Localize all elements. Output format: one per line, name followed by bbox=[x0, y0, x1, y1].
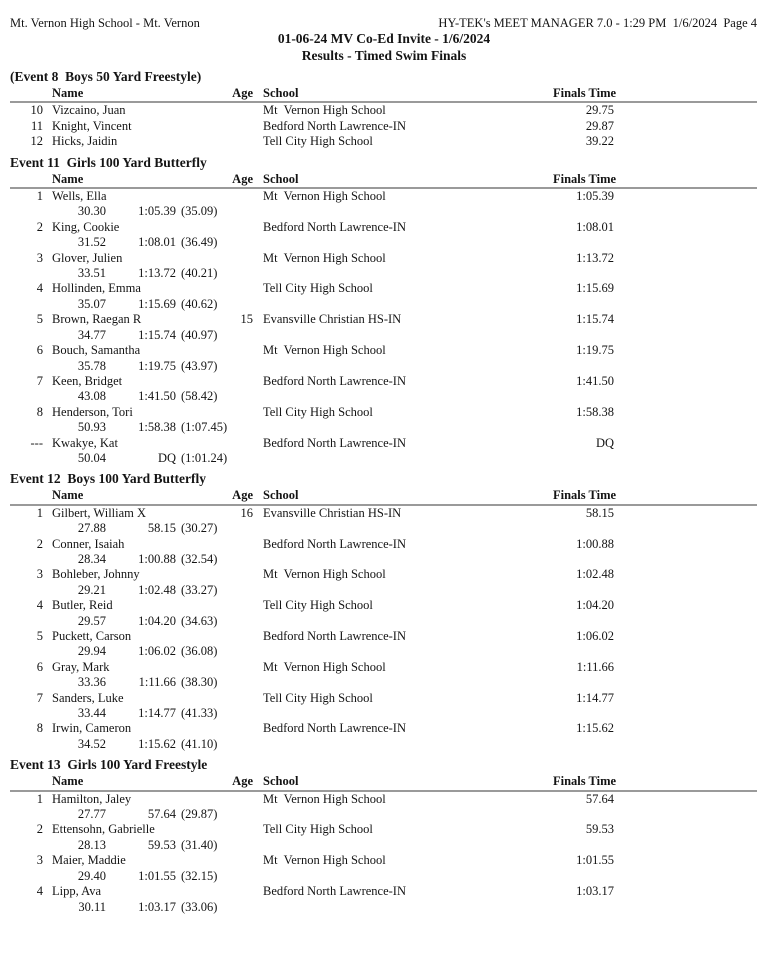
result-row bbox=[10, 853, 614, 868]
split-first: 27.77 bbox=[77, 807, 106, 822]
split-first: 27.88 bbox=[77, 521, 106, 536]
event-section bbox=[10, 155, 758, 467]
splits-row bbox=[10, 900, 758, 915]
splits-row bbox=[10, 644, 758, 659]
finals-time-cell: 1:41.50 bbox=[576, 373, 614, 388]
result-entry bbox=[10, 281, 758, 312]
column-header-finals: Finals Time bbox=[553, 171, 617, 186]
swimmer-name-cell: Vizcaino, Juan bbox=[52, 103, 126, 118]
swimmer-name-cell: Hollinden, Emma bbox=[52, 281, 141, 296]
school-cell: Bedford North Lawrence-IN bbox=[263, 373, 406, 388]
column-header-finals: Finals Time bbox=[553, 488, 617, 503]
place-cell: 1 bbox=[36, 189, 43, 204]
column-header-finals: Finals Time bbox=[553, 86, 617, 100]
column-header-name: Name bbox=[52, 488, 84, 503]
column-header-age: Age bbox=[232, 86, 253, 100]
school-cell: Mt Vernon High School bbox=[263, 103, 386, 118]
column-header-finals: Finals Time bbox=[553, 774, 617, 789]
place-cell: 3 bbox=[36, 567, 43, 582]
result-entry bbox=[10, 134, 758, 149]
header-left-text: Mt. Vernon High School - Mt. Vernon bbox=[10, 16, 200, 30]
school-cell: Bedford North Lawrence-IN bbox=[263, 629, 406, 643]
school-cell: Bedford North Lawrence-IN bbox=[263, 884, 406, 899]
finals-time-cell: 1:58.38 bbox=[576, 404, 614, 419]
result-row bbox=[10, 103, 614, 118]
place-cell: 8 bbox=[36, 721, 43, 736]
column-header-place bbox=[10, 172, 43, 187]
split-paren: (43.97) bbox=[181, 358, 218, 373]
split-cumulative: 1:15.74 bbox=[138, 327, 176, 342]
result-row bbox=[10, 567, 614, 582]
finals-time-cell: 1:15.62 bbox=[576, 721, 614, 736]
place-cell: 1 bbox=[36, 791, 43, 806]
place-cell: 2 bbox=[36, 822, 43, 837]
place-cell: 7 bbox=[36, 373, 43, 388]
school-cell: Evansville Christian HS-IN bbox=[263, 505, 402, 520]
result-row bbox=[10, 629, 614, 644]
column-header-rule bbox=[10, 774, 757, 791]
place-cell: 4 bbox=[36, 281, 43, 296]
result-entry bbox=[10, 103, 758, 118]
event-rows bbox=[10, 792, 758, 915]
school-cell: Bedford North Lawrence-IN bbox=[263, 536, 406, 551]
result-row bbox=[10, 281, 614, 296]
swimmer-name-cell: Glover, Julien bbox=[52, 250, 123, 265]
age-cell bbox=[202, 119, 253, 134]
splits-row bbox=[10, 204, 758, 219]
split-paren: (32.54) bbox=[181, 551, 218, 566]
swimmer-name-cell: Sanders, Luke bbox=[52, 690, 124, 705]
split-paren: (1:01.24) bbox=[181, 450, 228, 465]
result-entry bbox=[10, 567, 758, 598]
split-cumulative: 1:41.50 bbox=[138, 389, 176, 404]
column-header-age: Age bbox=[232, 171, 253, 186]
school-cell: Tell City High School bbox=[263, 281, 373, 296]
finals-time-cell: 1:19.75 bbox=[576, 343, 614, 358]
result-entry bbox=[10, 884, 758, 915]
school-cell: Tell City High School bbox=[263, 134, 373, 149]
split-first: 28.13 bbox=[77, 837, 106, 852]
result-row bbox=[10, 721, 614, 736]
split-paren: (30.27) bbox=[181, 521, 218, 536]
school-cell: Bedford North Lawrence-IN bbox=[263, 721, 406, 736]
school-cell: Mt Vernon High School bbox=[263, 791, 386, 806]
column-header-name: Name bbox=[52, 774, 84, 789]
result-row bbox=[10, 312, 614, 327]
split-cumulative: 1:15.69 bbox=[138, 296, 176, 311]
age-cell: 16 bbox=[240, 505, 253, 520]
swimmer-name-cell: Wells, Ella bbox=[52, 189, 107, 204]
result-entry bbox=[10, 312, 758, 343]
place-cell: 5 bbox=[36, 312, 43, 327]
splits-row bbox=[10, 675, 758, 690]
splits-row bbox=[10, 451, 758, 466]
swimmer-name-cell: Ettensohn, Gabrielle bbox=[52, 822, 155, 837]
finals-time-cell: DQ bbox=[595, 435, 614, 450]
split-cumulative: 1:13.72 bbox=[138, 266, 176, 281]
finals-time-cell: 59.53 bbox=[585, 822, 614, 837]
result-entry bbox=[10, 119, 758, 134]
result-entry bbox=[10, 853, 758, 884]
swimmer-name-cell: Bohleber, Johnny bbox=[52, 567, 140, 582]
age-cell bbox=[202, 537, 253, 552]
split-cumulative: 1:00.88 bbox=[138, 551, 176, 566]
result-row bbox=[10, 189, 614, 204]
splits-row bbox=[10, 552, 758, 567]
split-cumulative: 1:02.48 bbox=[138, 582, 176, 597]
age-cell bbox=[202, 251, 253, 266]
age-cell bbox=[202, 405, 253, 420]
result-entry bbox=[10, 660, 758, 691]
finals-time-cell: 1:11.66 bbox=[576, 659, 614, 674]
column-header-row bbox=[10, 488, 617, 503]
place-cell: 4 bbox=[36, 884, 43, 899]
column-header-rule bbox=[10, 488, 757, 505]
result-row bbox=[10, 119, 614, 134]
split-first: 34.52 bbox=[77, 736, 106, 751]
splits-row bbox=[10, 614, 758, 629]
swimmer-name-cell: Henderson, Tori bbox=[52, 404, 133, 419]
result-entry bbox=[10, 343, 758, 374]
finals-time-cell: 1:14.77 bbox=[576, 690, 614, 705]
result-entry bbox=[10, 629, 758, 660]
finals-time-cell: 1:00.88 bbox=[576, 536, 614, 551]
splits-row bbox=[10, 521, 758, 536]
swimmer-name-cell: Hicks, Jaidin bbox=[52, 134, 118, 149]
split-first: 35.78 bbox=[77, 358, 106, 373]
school-cell: Tell City High School bbox=[263, 598, 373, 613]
age-cell bbox=[202, 822, 253, 837]
age-cell bbox=[202, 374, 253, 389]
result-entry bbox=[10, 822, 758, 853]
meet-title: 01-06-24 MV Co-Ed Invite - 1/6/2024 bbox=[277, 31, 491, 46]
column-header-age: Age bbox=[232, 488, 253, 503]
split-cumulative: 1:14.77 bbox=[138, 706, 176, 721]
age-cell bbox=[202, 721, 253, 736]
splits-row bbox=[10, 583, 758, 598]
splits-row bbox=[10, 297, 758, 312]
result-row bbox=[10, 598, 614, 613]
split-cumulative: 1:11.66 bbox=[138, 675, 176, 690]
finals-time-cell: 39.22 bbox=[585, 134, 614, 149]
finals-time-cell: 1:08.01 bbox=[576, 219, 614, 234]
age-cell bbox=[202, 660, 253, 675]
page-header bbox=[10, 16, 758, 31]
split-paren: (58.42) bbox=[181, 389, 218, 404]
split-first: 33.51 bbox=[77, 266, 106, 281]
result-row bbox=[10, 537, 614, 552]
split-paren: (34.63) bbox=[181, 613, 218, 628]
split-first: 30.11 bbox=[78, 899, 106, 914]
split-first: 29.40 bbox=[77, 868, 106, 883]
age-cell bbox=[202, 792, 253, 807]
finals-time-cell: 1:03.17 bbox=[576, 884, 614, 899]
split-cumulative: 57.64 bbox=[147, 807, 176, 822]
age-cell bbox=[202, 436, 253, 451]
finals-time-cell: 29.87 bbox=[585, 118, 614, 133]
column-header-rule bbox=[10, 86, 757, 103]
split-paren: (29.87) bbox=[181, 807, 218, 822]
event-heading: Event 12 Boys 100 Yard Butterfly bbox=[10, 471, 206, 487]
column-header-place bbox=[10, 86, 43, 101]
age-cell bbox=[202, 103, 253, 118]
splits-row bbox=[10, 869, 758, 884]
result-row bbox=[10, 506, 614, 521]
age-cell bbox=[202, 884, 253, 899]
split-first: 29.21 bbox=[77, 582, 106, 597]
column-header-place bbox=[10, 774, 43, 789]
finals-time-cell: 58.15 bbox=[585, 505, 614, 520]
split-paren: (40.97) bbox=[181, 327, 218, 342]
result-entry bbox=[10, 598, 758, 629]
age-cell bbox=[202, 567, 253, 582]
column-header-school: School bbox=[263, 171, 299, 186]
school-cell: Tell City High School bbox=[263, 404, 373, 419]
finals-time-cell: 1:15.74 bbox=[576, 312, 614, 327]
swimmer-name-cell: Lipp, Ava bbox=[52, 884, 102, 899]
finals-time-cell: 1:15.69 bbox=[576, 281, 614, 296]
split-first: 34.77 bbox=[77, 327, 106, 342]
split-paren: (32.15) bbox=[181, 868, 218, 883]
split-paren: (36.08) bbox=[181, 644, 218, 659]
split-paren: (33.06) bbox=[181, 899, 218, 914]
finals-time-cell: 1:04.20 bbox=[576, 598, 614, 613]
split-cumulative: 1:19.75 bbox=[138, 358, 176, 373]
result-row bbox=[10, 220, 614, 235]
swimmer-name-cell: Brown, Raegan R bbox=[52, 312, 142, 327]
place-cell: 8 bbox=[36, 404, 43, 419]
column-header-school: School bbox=[263, 774, 299, 789]
place-cell: --- bbox=[30, 435, 43, 450]
result-row bbox=[10, 405, 614, 420]
split-first: 50.04 bbox=[77, 450, 106, 465]
place-cell: 2 bbox=[36, 536, 43, 551]
split-cumulative: 1:06.02 bbox=[138, 644, 176, 659]
splits-row bbox=[10, 359, 758, 374]
result-entry bbox=[10, 405, 758, 436]
split-paren: (40.62) bbox=[181, 296, 218, 311]
age-cell bbox=[202, 343, 253, 358]
split-cumulative: 1:08.01 bbox=[138, 235, 176, 250]
result-entry bbox=[10, 220, 758, 251]
school-cell: Bedford North Lawrence-IN bbox=[263, 219, 406, 234]
splits-row bbox=[10, 706, 758, 721]
result-entry bbox=[10, 251, 758, 282]
result-entry bbox=[10, 189, 758, 220]
split-paren: (41.33) bbox=[181, 706, 218, 721]
finals-time-cell: 57.64 bbox=[585, 791, 614, 806]
header-right-text: HY-TEK's MEET MANAGER 7.0 - 1:29 PM 1/6/2024 Page 4 bbox=[438, 16, 757, 30]
split-first: 50.93 bbox=[77, 420, 106, 435]
age-cell: 15 bbox=[240, 312, 253, 327]
swimmer-name-cell: Hamilton, Jaley bbox=[52, 791, 132, 806]
split-cumulative: 58.15 bbox=[147, 521, 176, 536]
swimmer-name-cell: Puckett, Carson bbox=[52, 629, 132, 643]
school-cell: Evansville Christian HS-IN bbox=[263, 312, 402, 327]
column-header-row bbox=[10, 171, 617, 187]
event-section bbox=[10, 69, 758, 150]
age-cell bbox=[202, 629, 253, 644]
event-heading: (Event 8 Boys 50 Yard Freestyle) bbox=[10, 69, 202, 84]
place-cell: 3 bbox=[36, 250, 43, 265]
school-cell: Bedford North Lawrence-IN bbox=[263, 118, 406, 133]
column-header-rule bbox=[10, 172, 757, 189]
result-entry bbox=[10, 792, 758, 823]
finals-time-cell: 1:01.55 bbox=[576, 853, 614, 868]
result-entry bbox=[10, 691, 758, 722]
event-rows bbox=[10, 103, 758, 149]
split-first: 28.34 bbox=[77, 551, 106, 566]
result-row bbox=[10, 343, 614, 358]
place-cell: 11 bbox=[30, 118, 43, 133]
splits-row bbox=[10, 235, 758, 250]
age-cell bbox=[202, 220, 253, 235]
result-entry bbox=[10, 721, 758, 752]
school-cell: Mt Vernon High School bbox=[263, 659, 386, 674]
school-cell: Mt Vernon High School bbox=[263, 567, 386, 582]
finals-time-cell: 1:13.72 bbox=[576, 250, 614, 265]
event-section bbox=[10, 471, 758, 752]
split-cumulative: 1:04.20 bbox=[138, 613, 176, 628]
result-row bbox=[10, 660, 614, 675]
split-cumulative: 1:58.38 bbox=[138, 420, 176, 435]
split-paren: (36.49) bbox=[181, 235, 218, 250]
place-cell: 5 bbox=[36, 629, 43, 643]
finals-time-cell: 29.75 bbox=[585, 103, 614, 118]
meet-subtitle: Results - Timed Swim Finals bbox=[301, 47, 467, 63]
swimmer-name-cell: Gilbert, William X bbox=[52, 505, 147, 520]
swimmer-name-cell: Keen, Bridget bbox=[52, 373, 123, 388]
swimmer-name-cell: King, Cookie bbox=[52, 219, 120, 234]
column-header-school: School bbox=[263, 86, 299, 100]
swimmer-name-cell: Butler, Reid bbox=[52, 598, 113, 613]
swimmer-name-cell: Gray, Mark bbox=[52, 659, 110, 674]
column-header-name: Name bbox=[52, 86, 84, 100]
school-cell: Mt Vernon High School bbox=[263, 343, 386, 358]
result-row bbox=[10, 884, 614, 899]
split-first: 30.30 bbox=[77, 204, 106, 219]
splits-row bbox=[10, 389, 758, 404]
events-container bbox=[10, 69, 758, 915]
result-entry bbox=[10, 506, 758, 537]
result-row bbox=[10, 374, 614, 389]
split-cumulative: 1:05.39 bbox=[138, 204, 176, 219]
result-row bbox=[10, 436, 614, 451]
age-cell bbox=[202, 691, 253, 706]
split-first: 33.44 bbox=[77, 706, 106, 721]
place-cell: 10 bbox=[30, 103, 43, 118]
swimmer-name-cell: Conner, Isaiah bbox=[52, 536, 125, 551]
place-cell: 7 bbox=[36, 690, 43, 705]
age-cell bbox=[202, 853, 253, 868]
splits-row bbox=[10, 420, 758, 435]
split-paren: (38.30) bbox=[181, 675, 218, 690]
split-cumulative: 1:01.55 bbox=[138, 868, 176, 883]
result-entry bbox=[10, 537, 758, 568]
column-header-place bbox=[10, 488, 43, 503]
place-cell: 1 bbox=[36, 505, 43, 520]
age-cell bbox=[202, 134, 253, 149]
result-entry bbox=[10, 436, 758, 467]
school-cell: Tell City High School bbox=[263, 822, 373, 837]
split-cumulative: 59.53 bbox=[147, 837, 176, 852]
place-cell: 6 bbox=[36, 343, 43, 358]
result-row bbox=[10, 691, 614, 706]
event-rows bbox=[10, 189, 758, 466]
school-cell: Mt Vernon High School bbox=[263, 250, 386, 265]
place-cell: 3 bbox=[36, 853, 43, 868]
swimmer-name-cell: Knight, Vincent bbox=[52, 118, 132, 133]
column-header-name: Name bbox=[52, 171, 84, 186]
split-paren: (40.21) bbox=[181, 266, 218, 281]
column-header-row bbox=[10, 86, 617, 101]
splits-row bbox=[10, 266, 758, 281]
swimmer-name-cell: Bouch, Samantha bbox=[52, 343, 141, 358]
split-paren: (1:07.45) bbox=[181, 420, 228, 435]
split-cumulative: 1:15.62 bbox=[138, 736, 176, 751]
split-first: 29.94 bbox=[77, 644, 106, 659]
split-first: 43.08 bbox=[77, 389, 106, 404]
result-row bbox=[10, 251, 614, 266]
event-rows bbox=[10, 506, 758, 753]
swimmer-name-cell: Irwin, Cameron bbox=[52, 721, 132, 736]
age-cell bbox=[202, 598, 253, 613]
splits-row bbox=[10, 838, 758, 853]
column-header-age: Age bbox=[232, 774, 253, 789]
splits-row bbox=[10, 737, 758, 752]
finals-time-cell: 1:05.39 bbox=[576, 189, 614, 204]
finals-time-cell: 1:06.02 bbox=[576, 629, 614, 643]
split-first: 35.07 bbox=[77, 296, 106, 311]
school-cell: Tell City High School bbox=[263, 690, 373, 705]
result-row bbox=[10, 134, 614, 149]
result-row bbox=[10, 822, 614, 837]
split-cumulative: DQ bbox=[157, 450, 176, 465]
title-block bbox=[10, 31, 758, 64]
split-paren: (31.40) bbox=[181, 837, 218, 852]
split-paren: (41.10) bbox=[181, 736, 218, 751]
school-cell: Mt Vernon High School bbox=[263, 853, 386, 868]
split-first: 33.36 bbox=[77, 675, 106, 690]
age-cell bbox=[202, 281, 253, 296]
splits-row bbox=[10, 328, 758, 343]
split-first: 31.52 bbox=[77, 235, 106, 250]
column-header-school: School bbox=[263, 488, 299, 503]
place-cell: 4 bbox=[36, 598, 43, 613]
column-header-row bbox=[10, 774, 617, 789]
event-section bbox=[10, 757, 758, 915]
split-paren: (35.09) bbox=[181, 204, 218, 219]
result-entry bbox=[10, 374, 758, 405]
place-cell: 2 bbox=[36, 219, 43, 234]
result-row bbox=[10, 792, 614, 807]
split-paren: (33.27) bbox=[181, 582, 218, 597]
swimmer-name-cell: Maier, Maddie bbox=[52, 853, 126, 868]
split-first: 29.57 bbox=[77, 613, 106, 628]
swimmer-name-cell: Kwakye, Kat bbox=[52, 435, 118, 450]
school-cell: Mt Vernon High School bbox=[263, 189, 386, 204]
place-cell: 6 bbox=[36, 659, 43, 674]
school-cell: Bedford North Lawrence-IN bbox=[263, 435, 406, 450]
place-cell: 12 bbox=[30, 134, 43, 149]
split-cumulative: 1:03.17 bbox=[138, 899, 176, 914]
event-heading: Event 11 Girls 100 Yard Butterfly bbox=[10, 154, 207, 170]
finals-time-cell: 1:02.48 bbox=[576, 567, 614, 582]
age-cell bbox=[202, 189, 253, 204]
splits-row bbox=[10, 807, 758, 822]
event-heading: Event 13 Girls 100 Yard Freestyle bbox=[10, 757, 208, 773]
